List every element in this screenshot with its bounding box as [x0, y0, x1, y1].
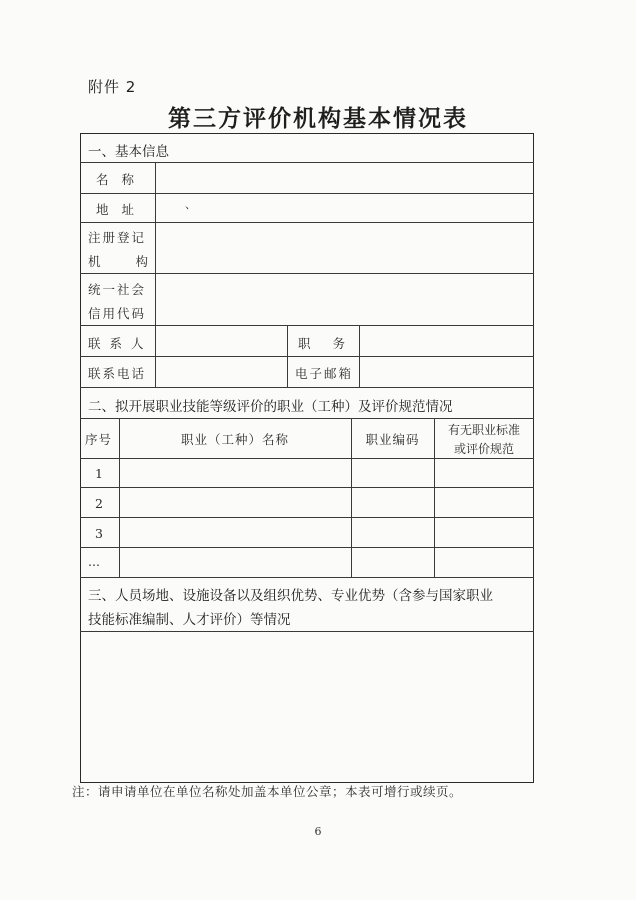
column-divider: [287, 325, 288, 387]
row-divider: [80, 356, 534, 357]
section-heading-advantages-line2: 技能标准编制、人才评价）等情况: [88, 612, 291, 628]
label-name: 名称: [96, 172, 148, 187]
row-divider: [80, 222, 534, 223]
column-header-standard-line1: 有无职业标准: [447, 423, 520, 437]
row-divider: [80, 517, 534, 518]
column-header-standard-line2: 或评价规范: [453, 442, 514, 456]
label-address: 地址: [96, 202, 148, 217]
label-position: 职务: [298, 336, 368, 351]
label-credit-code-line2: 信用代码: [88, 306, 147, 321]
row-divider: [80, 487, 534, 488]
section-heading-basic-info: 一、基本信息: [88, 144, 169, 160]
label-phone: 联系电话: [88, 366, 147, 381]
label-contact: 联系人: [88, 336, 153, 351]
row-divider: [80, 418, 534, 419]
row-divider: [80, 577, 534, 578]
row-seq-2: 2: [95, 496, 103, 511]
row-divider: [80, 387, 534, 388]
label-credit-code-line1: 统一社会: [88, 282, 147, 297]
column-divider: [155, 162, 156, 387]
column-header-code: 职业编码: [365, 432, 420, 447]
row-divider: [80, 273, 534, 274]
row-seq-3: 3: [95, 526, 103, 541]
label-registration-line1: 注册登记: [88, 230, 147, 245]
section-heading-occupations: 二、拟开展职业技能等级评价的职业（工种）及评价规范情况: [88, 399, 453, 415]
footnote: 注：请申请单位在单位名称处加盖本单位公章；本表可增行或续页。: [72, 784, 463, 799]
row-seq-1: 1: [95, 466, 103, 481]
column-header-seq: 序号: [85, 432, 113, 447]
attachment-label: 附件 2: [88, 78, 137, 96]
row-divider: [80, 458, 534, 459]
row-divider: [80, 547, 534, 548]
page-number: 6: [314, 825, 322, 838]
row-divider: [80, 325, 534, 326]
row-divider: [80, 193, 534, 194]
row-divider: [80, 631, 534, 632]
row-divider: [80, 162, 534, 163]
row-seq-more: ...: [88, 554, 100, 569]
label-registration-line2: 机构: [88, 254, 184, 269]
form-title: 第三方评价机构基本情况表: [168, 106, 468, 132]
label-email: 电子邮箱: [295, 366, 354, 381]
section-heading-advantages-line1: 三、人员场地、设施设备以及组织优势、专业优势（含参与国家职业: [88, 588, 493, 604]
column-header-occupation: 职业（工种）名称: [180, 432, 289, 447]
address-value: 、: [185, 198, 196, 211]
